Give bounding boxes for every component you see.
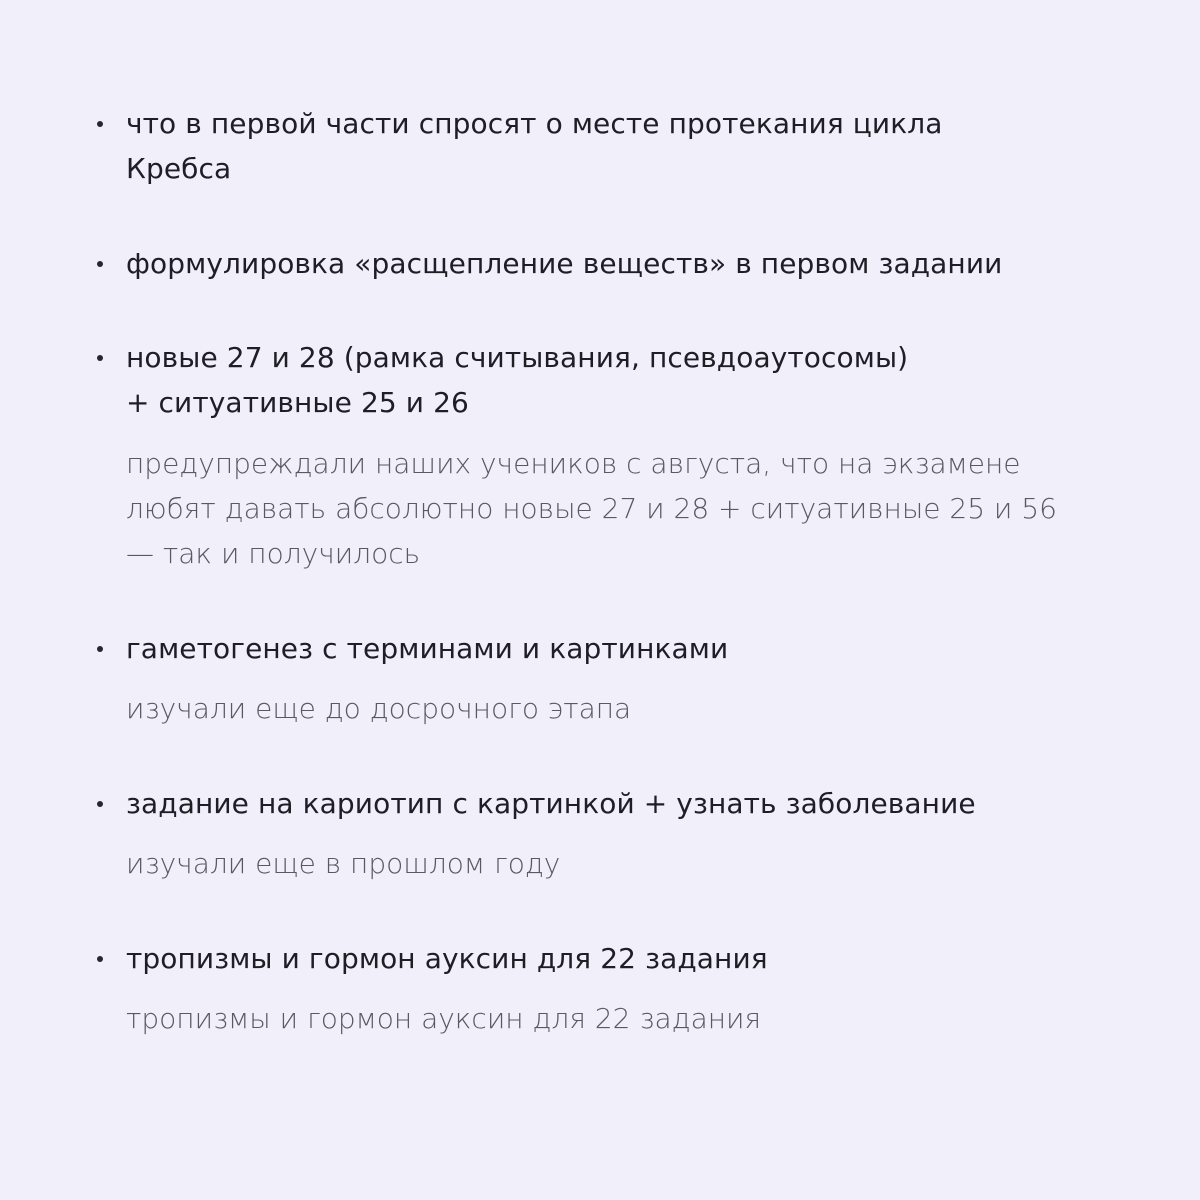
item-title: новые 27 и 28 (рамка считывания, псевдоаутосомы) + ситуативные 25 и 26 <box>126 341 909 419</box>
item-note: изучали еще в прошлом году <box>126 847 561 880</box>
item-note: предупреждали наших учеников с августа, что на экзамене любят давать абсолютно новые 27 и 28 + ситуативные 25 и 56 — так и получилось <box>126 447 1057 570</box>
item-title: задание на кариотип с картинкой + узнать заболевание <box>126 787 976 820</box>
item-title: тропизмы и гормон ауксин для 22 задания <box>126 942 768 975</box>
item-title: что в первой части спросят о месте протекания цикла Кребса <box>126 107 943 185</box>
item-title: гаметогенез с терминами и картинками <box>126 632 729 665</box>
item-note: изучали еще до досрочного этапа <box>126 692 632 725</box>
item-note: тропизмы и гормон ауксин для 22 задания <box>126 1002 762 1035</box>
item-title: формулировка «расщепление веществ» в первом задании <box>126 247 1003 280</box>
